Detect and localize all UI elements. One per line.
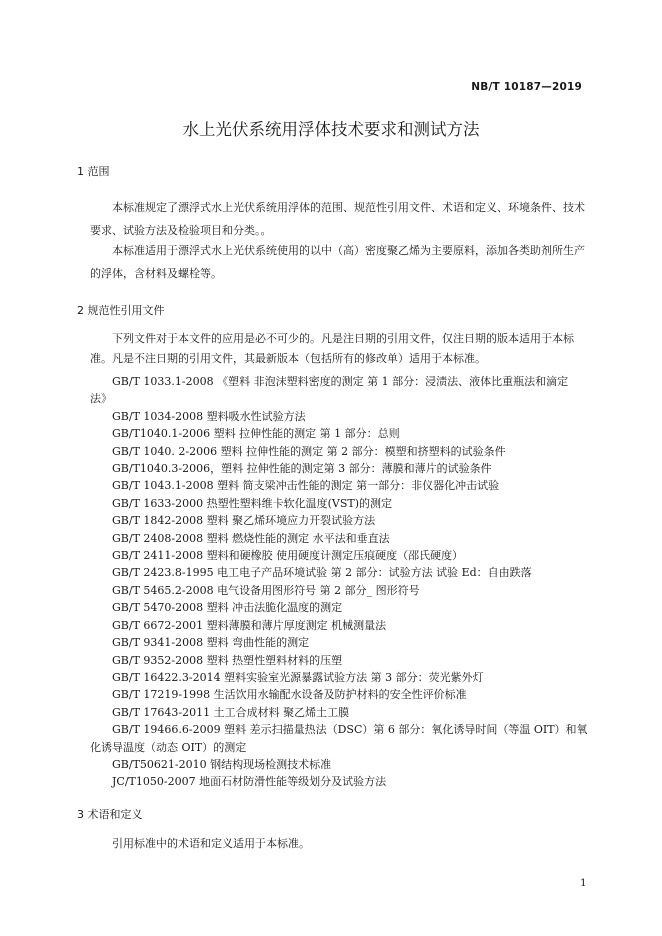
- reference-text: GB/T 5470-2008 塑料 冲击法脆化温度的测定: [112, 601, 343, 615]
- reference-text: GB/T1040.1-2006 塑料 拉伸性能的测定 第 1 部分：总则: [112, 427, 400, 441]
- reference-text: GB/T1040.3-2006，塑料 拉伸性能的测定第 3 部分：薄膜和薄片的试验条件: [112, 462, 492, 476]
- section-heading-normative-references: 2 规范性引用文件: [77, 304, 165, 317]
- standard-number: NB/T 10187—2019: [471, 81, 582, 93]
- reference-item: [90, 512, 590, 529]
- reference-item: [90, 564, 590, 581]
- reference-item: [90, 460, 590, 477]
- reference-text: GB/T 16422.3-2014 塑料实验室光源暴露试验方法 第 3 部分：荧光紫外灯: [112, 670, 484, 684]
- reference-text-continuation: 法》: [90, 392, 112, 406]
- terms-paragraph: 引用标准中的术语和定义适用于本标准。: [112, 837, 310, 850]
- reference-text: GB/T 1033.1-2008 《塑料 非泡沫塑料密度的测定 第 1 部分：浸渍法、液体比重瓶法和滴定: [112, 375, 569, 388]
- reference-text: GB/T 1040. 2-2006 塑料 拉伸性能的测定 第 2 部分：模塑和挤塑料的试验条件: [112, 444, 506, 458]
- references-intro-paragraph: 下列文件对于本文件的应用是必不可少的。凡是注日期的引用文件，仅注日期的版本适用于本标准。凡是不注日期的引用文件，其最新版本（包括所有的修改单）适用于本标准。: [90, 332, 574, 365]
- reference-text: GB/T 1043.1-2008 塑料 简支梁冲击性能的测定 第一部分：非仪器化冲击试验: [112, 479, 500, 493]
- reference-text: GB/T 6672-2001 塑料薄膜和薄片厚度测定 机械测量法: [112, 618, 387, 632]
- reference-text: GB/T 9352-2008 塑料 热塑性塑料材料的压塑: [112, 653, 343, 667]
- reference-item: [90, 721, 590, 756]
- page-number: 1: [580, 877, 587, 889]
- reference-item: [90, 634, 590, 651]
- section-heading-scope: 1 范围: [77, 165, 110, 178]
- reference-text: GB/T 19466.6-2009 塑料 差示扫描量热法（DSC）第 6 部分：氧化诱导时间（等温 OIT）和氧: [112, 723, 588, 737]
- reference-item: [90, 773, 590, 790]
- reference-item: [90, 547, 590, 564]
- reference-text: GB/T 1034-2008 塑料吸水性试验方法: [112, 409, 306, 423]
- reference-item: [90, 686, 590, 703]
- reference-text: GB/T 9341-2008 塑料 弯曲性能的测定: [112, 636, 310, 650]
- reference-text: GB/T 1633-2000 热塑性塑料维卡软化温度(VST)的测定: [112, 496, 393, 510]
- reference-text: GB/T 1842-2008 塑料 聚乙烯环境应力开裂试验方法: [112, 514, 376, 528]
- reference-item: [90, 408, 590, 425]
- reference-text: GB/T 5465.2-2008 电气设备用图形符号 第 2 部分_ 图形符号: [112, 583, 420, 597]
- reference-item: [90, 425, 590, 442]
- reference-item: [90, 704, 590, 721]
- reference-item: [90, 495, 590, 512]
- scope-paragraph-2: 本标准适用于漂浮式水上光伏系统使用的以中（高）密度聚乙烯为主要原料，添加各类助剂所生产的浮体，含材料及螺栓等。: [90, 244, 585, 280]
- reference-item: [90, 443, 590, 460]
- reference-item: [90, 599, 590, 616]
- reference-text: GB/T 17219-1998 生活饮用水输配水设备及防护材料的安全性评价标准: [112, 688, 467, 702]
- reference-list: [90, 373, 590, 791]
- reference-item: [90, 756, 590, 773]
- reference-text: GB/T 2411-2008 塑料和硬橡胶 使用硬度计测定压痕硬度（邵氏硬度）: [112, 549, 464, 563]
- document-title: 水上光伏系统用浮体技术要求和测试方法: [182, 120, 480, 139]
- reference-item: [90, 477, 590, 494]
- reference-text: GB/T 17643-2011 土工合成材料 聚乙烯土工膜: [112, 705, 350, 719]
- reference-text: GB/T 2408-2008 塑料 燃烧性能的测定 水平法和垂直法: [112, 531, 390, 545]
- reference-item: [90, 582, 590, 599]
- reference-text: GB/T50621-2010 钢结构现场检测技术标准: [112, 757, 332, 771]
- reference-text: JC/T1050-2007 地面石材防滑性能等级划分及试验方法: [112, 775, 387, 789]
- reference-item: [90, 373, 590, 408]
- scope-paragraph-1: 本标准规定了漂浮式水上光伏系统用浮体的范围、规范性引用文件、术语和定义、环境条件、技术要求、试验方法及检验项目和分类。。: [90, 201, 585, 237]
- reference-item: [90, 617, 590, 634]
- section-heading-terms: 3 术语和定义: [77, 808, 143, 821]
- reference-item: [90, 669, 590, 686]
- reference-text-continuation: 化诱导温度（动态 OIT）的测定: [90, 740, 247, 754]
- reference-item: [90, 652, 590, 669]
- reference-item: [90, 530, 590, 547]
- reference-text: GB/T 2423.8-1995 电工电子产品环境试验 第 2 部分：试验方法 试验 Ed：自由跌落: [112, 566, 532, 580]
